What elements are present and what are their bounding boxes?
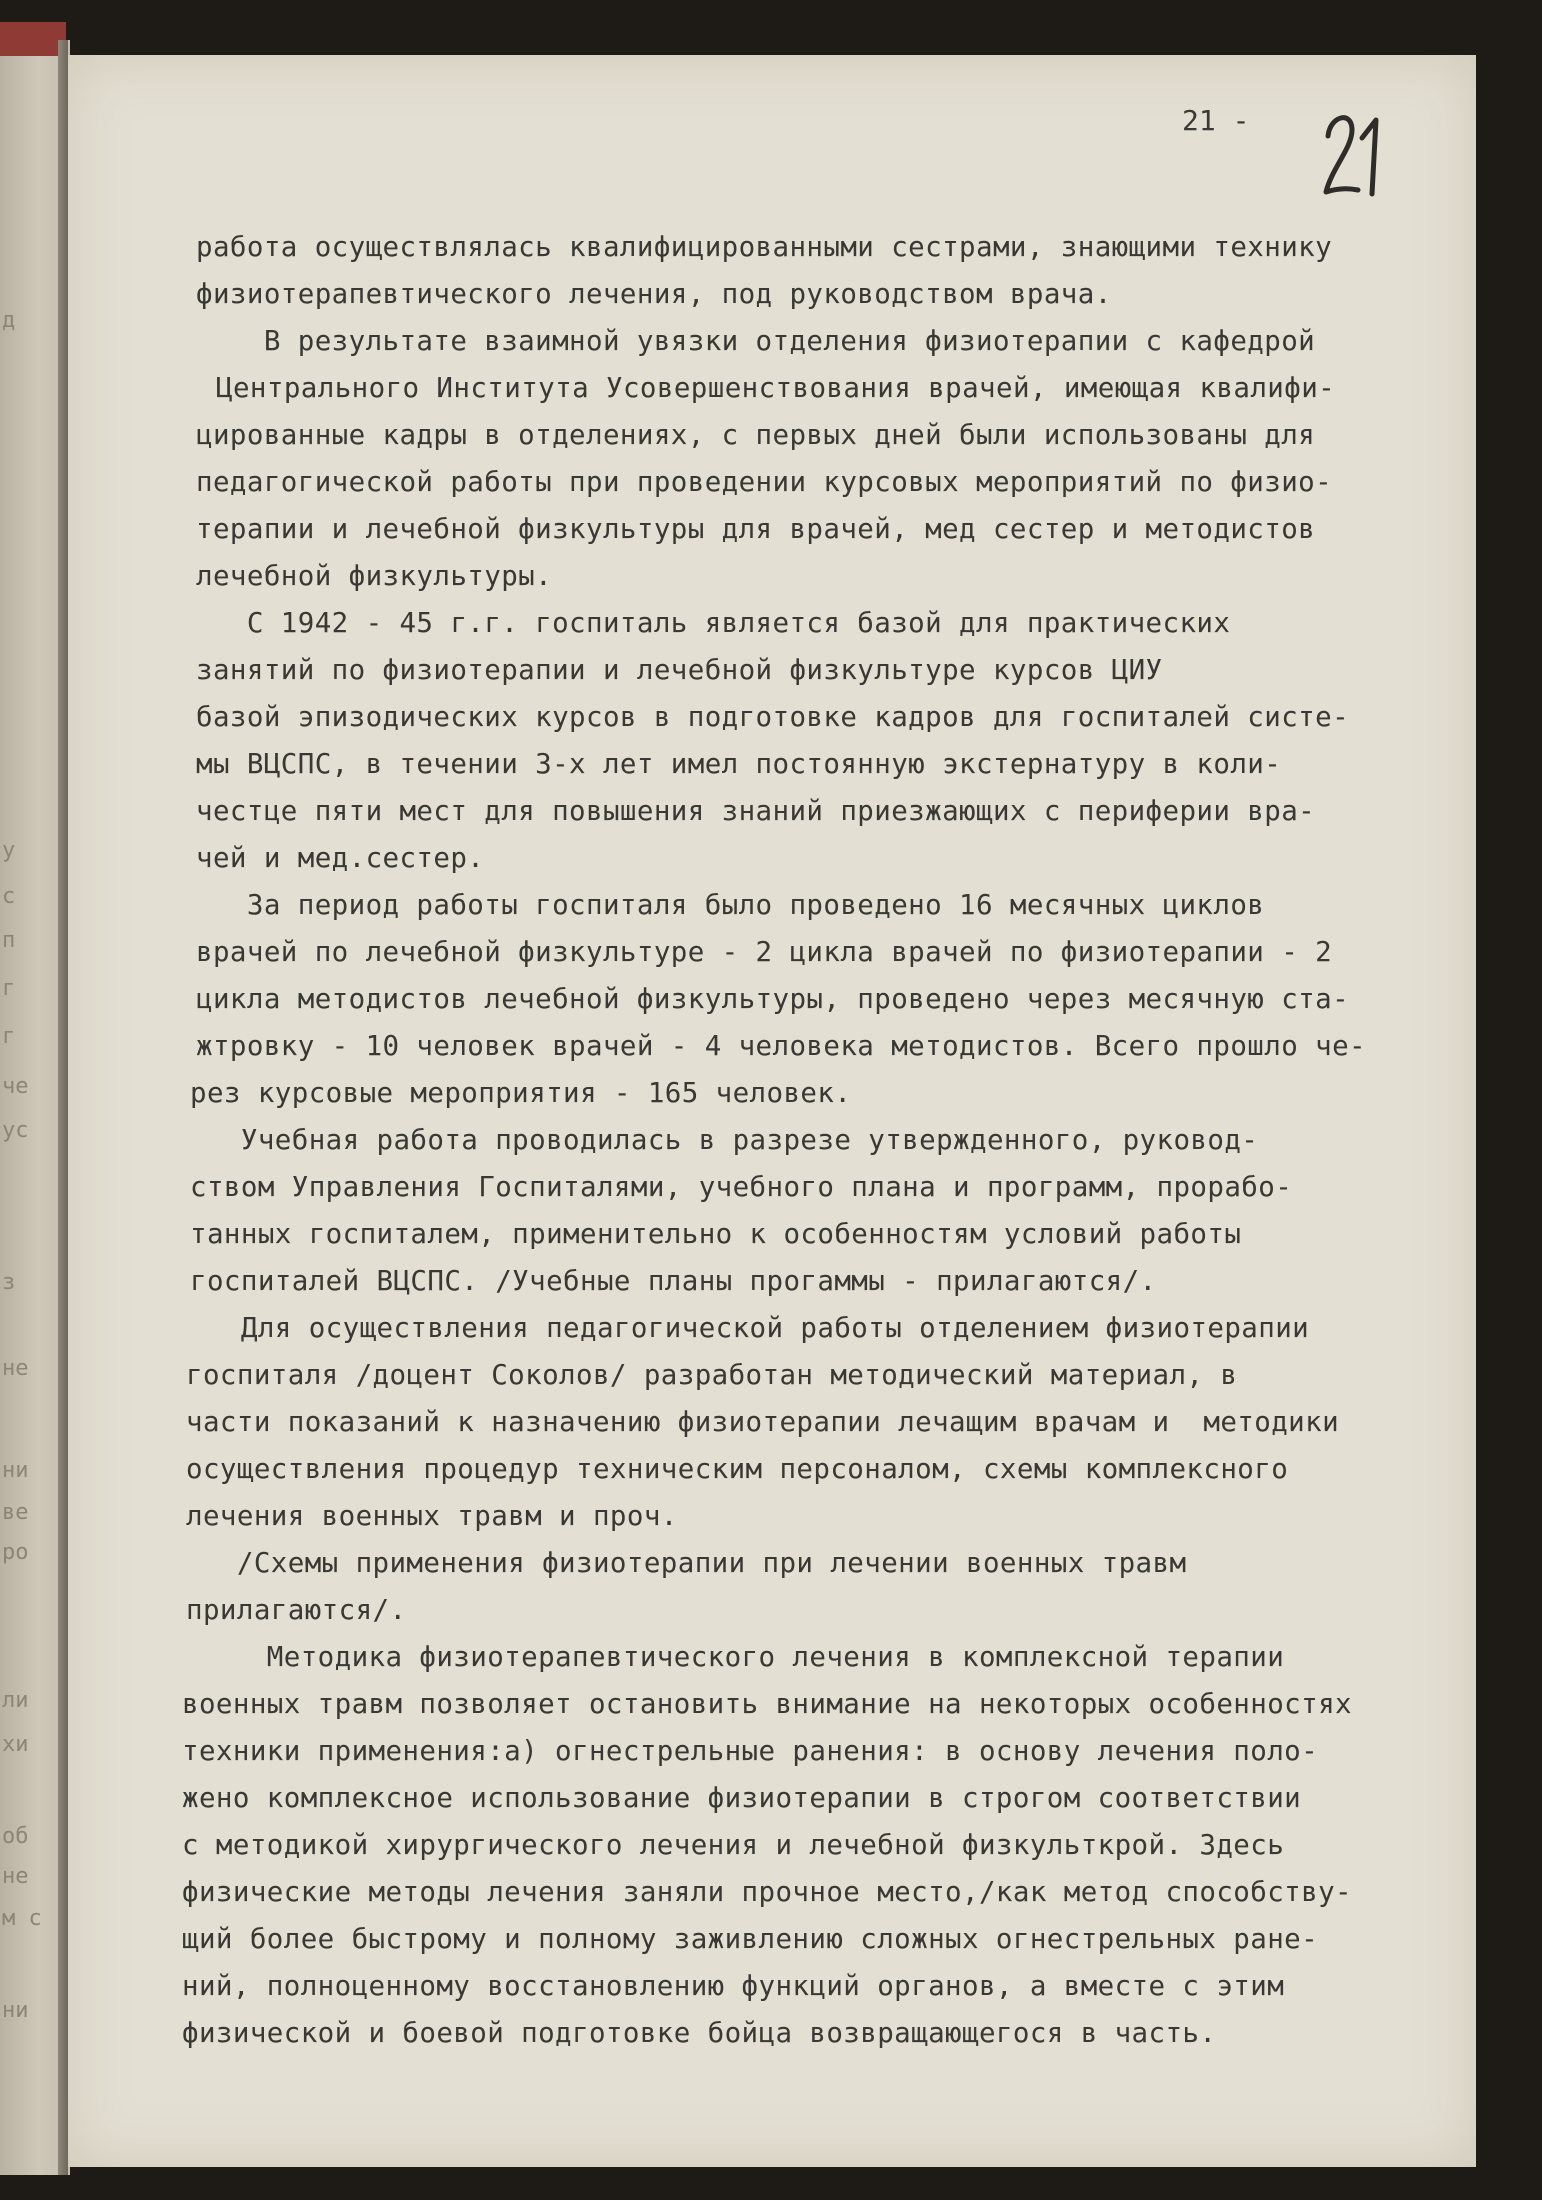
prev-fragment: ли	[2, 1688, 29, 1713]
text-line: физической и боевой подготовке бойца возвращающегося в часть.	[182, 2017, 1217, 2049]
prev-fragment: м с	[2, 1906, 42, 1931]
text-line: ний, полноценному восстановлению функций органов, а вместе с этим	[182, 1970, 1285, 2002]
text-line: жено комплексное использование физиотерапии в строгом соответствии	[182, 1782, 1302, 1814]
prev-fragment: ро	[2, 1540, 29, 1565]
text-line: В результате взаимной увязки отделения физиотерапии с кафедрой	[196, 325, 1316, 357]
text-line: цикла методистов лечебной физкультуры, проведено через месячную ста-	[196, 983, 1350, 1015]
text-line: Методика физиотерапевтического лечения в комплексной терапии	[182, 1641, 1285, 1673]
text-line: врачей по лечебной физкультуре - 2 цикла врачей по физиотерапии - 2	[196, 936, 1333, 968]
handwritten-folio-number	[1322, 108, 1386, 200]
text-line: чей и мед.сестер.	[196, 842, 485, 874]
text-line: с методикой хирургического лечения и лечебной физкульткрой. Здесь	[182, 1829, 1285, 1861]
page-number: 21 -	[1182, 104, 1250, 137]
prev-fragment: об	[2, 1824, 29, 1849]
text-line: прилагаются/.	[186, 1594, 407, 1626]
prev-fragment: г	[2, 976, 16, 1001]
text-line: физиотерапевтического лечения, под руководством врача.	[196, 278, 1112, 310]
text-line: осуществления процедур техническим персоналом, схемы комплексного	[186, 1453, 1289, 1485]
prev-fragment: че	[2, 1074, 29, 1099]
text-line: терапии и лечебной физкультуры для врачей, мед сестер и методистов	[196, 513, 1316, 545]
prev-fragment: не	[2, 1356, 29, 1381]
text-line: базой эпизодических курсов в подготовке кадров для госпиталей систе-	[196, 701, 1350, 733]
text-line: части показаний к назначению физиотерапии лечащим врачам и методики	[186, 1406, 1340, 1438]
text-line: лечебной физкультуры.	[196, 560, 553, 592]
text-line: жтровку - 10 человек врачей - 4 человека методистов. Всего прошло че-	[196, 1030, 1366, 1062]
prev-fragment: ни	[2, 1458, 29, 1483]
previous-page-red-cover	[0, 22, 66, 56]
text-line: Для осуществления педагогической работы отделением физиотерапии	[190, 1312, 1310, 1344]
prev-fragment: ве	[2, 1500, 29, 1525]
prev-fragment: д	[2, 308, 16, 333]
text-line: щий более быстрому и полному заживлению сложных огнестрельных ране-	[182, 1923, 1319, 1955]
text-line: рез курсовые мероприятия - 165 человек.	[190, 1077, 852, 1109]
text-line: занятий по физиотерапии и лечебной физкультуре курсов ЦИУ	[196, 654, 1163, 686]
prev-fragment: ус	[2, 1118, 29, 1143]
text-line: техники применения:а) огнестрельные ранения: в основу лечения поло-	[182, 1735, 1319, 1767]
text-line: С 1942 - 45 г.г. госпиталь является базой для практических	[196, 607, 1231, 639]
prev-fragment: у	[2, 838, 16, 863]
text-line: За период работы госпиталя было проведено 16 месячных циклов	[196, 889, 1265, 921]
text-line: мы ВЦСПС, в течении 3-х лет имел постоянную экстернатуру в коли-	[196, 748, 1282, 780]
prev-fragment: з	[2, 1270, 16, 1295]
prev-fragment: хи	[2, 1732, 29, 1757]
text-line: госпиталей ВЦСПС. /Учебные планы прогаммы - прилагаются/.	[190, 1265, 1157, 1297]
text-line: работа осуществлялась квалифицированными сестрами, знающими технику	[196, 231, 1333, 263]
text-line: госпиталя /доцент Соколов/ разработан методический материал, в	[186, 1359, 1238, 1391]
text-line: лечения военных травм и проч.	[186, 1500, 678, 1532]
prev-fragment: ни	[2, 1998, 29, 2023]
text-line: физические методы лечения заняли прочное место,/как метод способству-	[182, 1876, 1352, 1908]
text-line: Учебная работа проводилась в разрезе утвержденного, руковод-	[190, 1124, 1259, 1156]
text-line: честце пяти мест для повышения знаний приезжающих с периферии вра-	[196, 795, 1316, 827]
text-line: цированные кадры в отделениях, с первых дней были использованы для	[196, 419, 1316, 451]
prev-fragment: п	[2, 928, 16, 953]
text-line: Центрального Института Усовершенствования врачей, имеющая квалифи-	[216, 372, 1336, 404]
prev-fragment: с	[2, 884, 16, 909]
text-line: педагогической работы при проведении курсовых мероприятий по физио-	[196, 466, 1333, 498]
prev-fragment: не	[2, 1864, 29, 1889]
text-line: военных травм позволяет остановить внимание на некоторых особенностях	[182, 1688, 1352, 1720]
text-line: ством Управления Госпиталями, учебного плана и программ, прорабо-	[190, 1171, 1293, 1203]
text-line: танных госпиталем, применительно к особенностям условий работы	[190, 1218, 1242, 1250]
prev-fragment: г	[2, 1024, 16, 1049]
text-line: /Схемы применения физиотерапии при лечении военных травм	[186, 1547, 1187, 1579]
binding-shadow	[58, 40, 68, 2175]
scan-right-margin	[1476, 40, 1542, 2200]
